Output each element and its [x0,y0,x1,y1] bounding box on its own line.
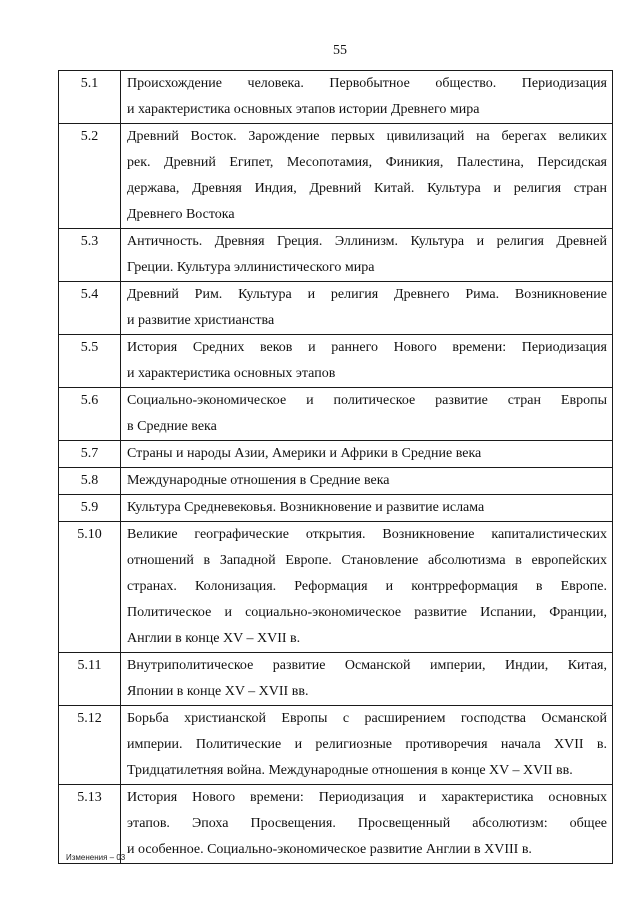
section-number: 5.1 [59,71,121,124]
table-row [59,785,613,864]
section-number: 5.5 [59,335,121,388]
topic-line: Страны и народы Азии, Америки и Африки в Средние века [127,446,482,461]
table-row [59,124,613,229]
section-topic [121,706,613,785]
topic-line: История Нового времени: Периодизация и характеристика основных [127,790,607,805]
topic-line: Античность. Древняя Греция. Эллинизм. Культура и религия Древней [127,234,607,249]
topic-line: Древний Рим. Культура и религия Древнего Рима. Возникновение [127,287,607,302]
topic-line: Греции. Культура эллинистического мира [127,260,375,275]
section-number: 5.8 [59,468,121,495]
topic-line: в Средние века [127,419,217,434]
section-number: 5.2 [59,124,121,229]
topic-line: Тридцатилетняя война. Международные отношения в конце XV – XVII вв. [127,763,573,778]
topics-table [58,70,613,864]
topic-line: империи. Политические и религиозные противоречия начала XVII в. [127,737,607,752]
section-number: 5.4 [59,282,121,335]
topic-line: отношений в Западной Европе. Становление абсолютизма в европейских [127,553,607,568]
section-number: 5.13 [59,785,121,864]
table-row [59,229,613,282]
table-row [59,468,613,495]
topic-line: Культура Средневековья. Возникновение и развитие ислама [127,500,485,515]
table-body [59,71,613,864]
table-row [59,335,613,388]
section-number: 5.12 [59,706,121,785]
topic-line: Великие географические открытия. Возникновение капиталистических [127,527,607,542]
topic-line: рек. Древний Египет, Месопотамия, Финикия, Палестина, Персидская [127,155,607,170]
section-topic [121,522,613,653]
topic-line: Древнего Востока [127,207,235,222]
section-number: 5.7 [59,441,121,468]
section-number: 5.3 [59,229,121,282]
table-row [59,441,613,468]
section-number: 5.10 [59,522,121,653]
section-number: 5.9 [59,495,121,522]
topic-line: Борьба христианской Европы с расширением господства Османской [127,711,607,726]
table-row [59,522,613,653]
topic-line: и характеристика основных этапов истории Древнего мира [127,102,480,117]
section-number: 5.11 [59,653,121,706]
topic-line: Внутриполитическое развитие Османской империи, Индии, Китая, [127,658,607,673]
topic-line: Происхождение человека. Первобытное общество. Периодизация [127,76,607,91]
topic-line: и характеристика основных этапов [127,366,336,381]
section-topic [121,785,613,864]
table-row [59,282,613,335]
table-row [59,495,613,522]
topic-line: этапов. Эпоха Просвещения. Просвещенный абсолютизм: общее [127,816,607,831]
section-topic [121,653,613,706]
topic-line: Политическое и социально-экономическое развитие Испании, Франции, [127,605,607,620]
topic-line: История Средних веков и раннего Нового времени: Периодизация [127,340,607,355]
topic-line: и развитие христианства [127,313,275,328]
section-topic [121,441,613,468]
topic-line: странах. Колонизация. Реформация и контрреформация в Европе. [127,579,607,594]
topic-line: и особенное. Социально-экономическое развитие Англии в XVIII в. [127,842,532,857]
footer-revision-note: Изменения – 03 [66,853,126,862]
section-topic [121,335,613,388]
topic-line: Социально-экономическое и политическое развитие стран Европы [127,393,607,408]
table-row [59,71,613,124]
table-row [59,653,613,706]
section-topic [121,282,613,335]
section-number: 5.6 [59,388,121,441]
table-row [59,706,613,785]
section-topic [121,229,613,282]
section-topic [121,71,613,124]
topic-line: Древний Восток. Зарождение первых цивилизаций на берегах великих [127,129,607,144]
topic-line: держава, Древняя Индия, Древний Китай. Культура и религия стран [127,181,607,196]
table-row [59,388,613,441]
section-topic [121,124,613,229]
topic-line: Японии в конце XV – XVII вв. [127,684,309,699]
section-topic [121,495,613,522]
topic-line: Международные отношения в Средние века [127,473,390,488]
topic-line: Англии в конце XV – XVII в. [127,631,301,646]
page-number: 55 [333,43,347,58]
section-topic [121,388,613,441]
section-topic [121,468,613,495]
